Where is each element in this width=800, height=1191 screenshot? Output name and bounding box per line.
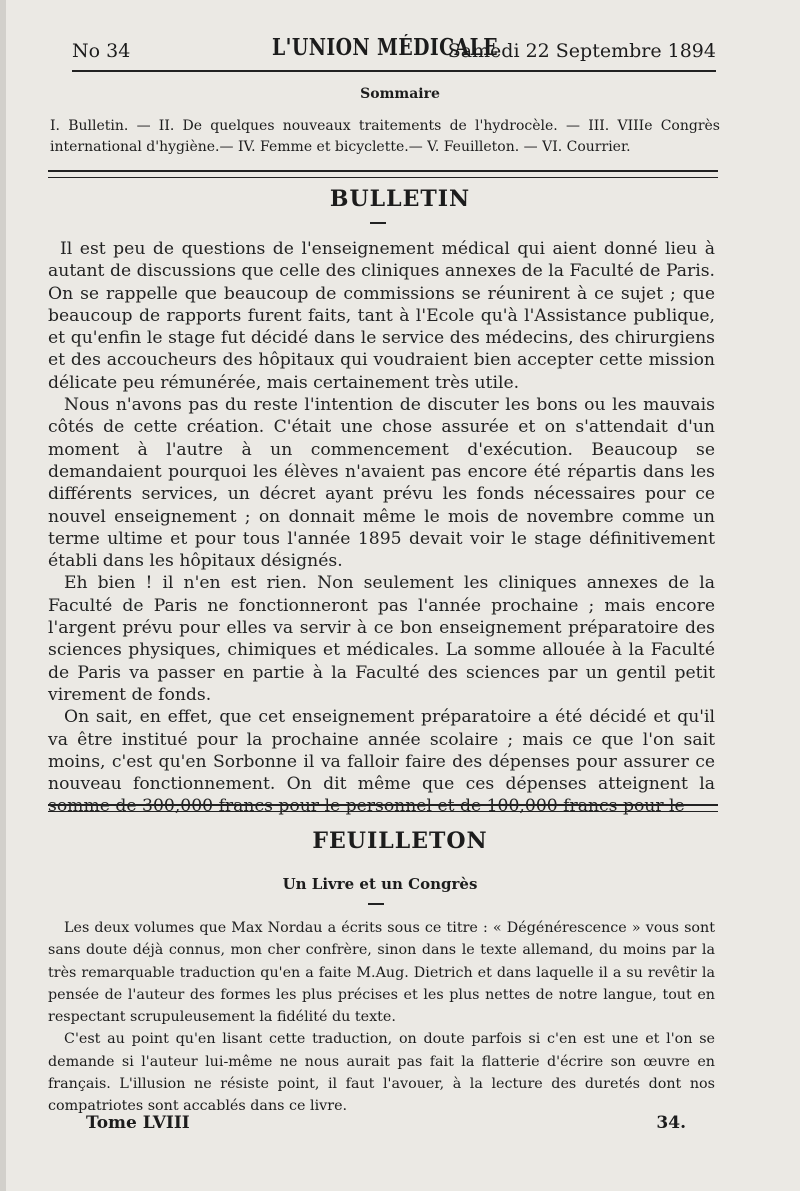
journal-title: L'UNION MÉDICALE bbox=[272, 34, 499, 61]
bulletin-body bbox=[48, 238, 715, 818]
issue-number: No 34 bbox=[72, 40, 131, 62]
sommaire-contents: I. Bulletin. — II. De quelques nouveaux traitements de l'hydrocèle. — III. VIIIe Congrès international d'hygiène.— IV. Femme et bicyclette.— V. Feuilleton. — VI. Courrier. bbox=[50, 118, 720, 155]
feuilleton-paragraph: C'est au point qu'en lisant cette traduction, on doute parfois si c'en est une et l'on se demande si l'auteur lui-même ne nous aurait pas fait la flatterie d'écrire son œuvre en français. L'illusion ne résiste point, il faut l'avouer, à la lecture des duretés dont nos compatriotes sont accablés dans ce livre. bbox=[48, 1031, 715, 1115]
page-footer bbox=[86, 1113, 686, 1139]
bulletin-paragraph: Il est peu de questions de l'enseignement médical qui aient donné lieu à autant de discussions que celle des cliniques annexes de la Faculté de Paris. On se rappelle que beaucoup de commissions se réunirent à ce sujet ; que beaucoup de rapports furent faits, tant à l'Ecole qu'à l'Assistance publique, et qu'enfin le stage fut décidé dans le service des médecins, des chirurgiens et des accoucheurs des hôpitaux qui voudraient bien accepter cette mission délicate peu rémunérée, mais certainement très utile. bbox=[48, 239, 715, 393]
feuilleton-divider bbox=[48, 804, 718, 812]
sheet-number: 34. bbox=[656, 1113, 686, 1133]
subtitle-dash bbox=[368, 903, 384, 905]
feuilleton-paragraph: Les deux volumes que Max Nordau a écrits sous ce titre : « Dégénérescence » vous sont sans doute déjà connus, mon cher confrère, sinon dans le texte allemand, du moins par la très remarquable traduction qu'en a faite M.Aug. Dietrich et dans laquelle il a su revêtir la pensée de l'auteur des formes les plus précises et les plus nettes de notre langue, tout en respectant scrupuleusement la fidélité du texte. bbox=[48, 920, 715, 1026]
page-edge-shadow bbox=[0, 0, 6, 1191]
bulletin-paragraph: Nous n'avons pas du reste l'intention de discuter les bons ou les mauvais côtés de cette création. C'était une chose assurée et on s'attendait d'un moment à l'autre à un commencement d'exécution. Beaucoup se demandaient pourquoi les élèves n'avaient pas encore été répartis dans les différents services, un décret ayant prévu les fonds nécessaires pour ce nouvel enseignement ; on donnait même le mois de novembre comme un terme ultime et pour tous l'année 1895 devait voir le stage définitivement établi dans les hôpitaux désignés. bbox=[48, 395, 715, 572]
section-divider bbox=[48, 170, 718, 178]
bulletin-paragraph: Eh bien ! il n'en est rien. Non seulement les cliniques annexes de la Faculté de Paris ne fonctionneront pas l'année prochaine ; mais encore l'argent prévu pour elles va servir à ce bon enseignement préparatoire des sciences physiques, chimiques et médicales. La somme allouée à la Faculté de Paris va passer en partie à la Faculté des sciences par un gentil petit virement de fonds. bbox=[48, 573, 715, 705]
heading-dash bbox=[370, 222, 386, 224]
masthead bbox=[72, 34, 716, 72]
feuilleton-body bbox=[48, 917, 715, 1118]
issue-date: Samedi 22 Septembre 1894 bbox=[447, 40, 716, 62]
feuilleton-subtitle: Un Livre et un Congrès bbox=[282, 875, 478, 893]
sommaire-heading: Sommaire bbox=[360, 86, 440, 102]
bulletin-paragraph: On sait, en effet, que cet enseignement préparatoire a été décidé et qu'il va être institué pour la prochaine année scolaire ; mais ce que l'on sait moins, c'est qu'en Sorbonne il va falloir faire des dépenses pour assurer ce nouveau fonctionnement. On dit même que ces dépenses atteignent la somme de 300,000 francs pour le personnel et de 100,000 francs pour le bbox=[48, 707, 715, 817]
bulletin-heading: BULLETIN bbox=[329, 186, 471, 212]
feuilleton-heading: FEUILLETON bbox=[312, 828, 488, 854]
volume-label: Tome LVIII bbox=[86, 1113, 190, 1133]
